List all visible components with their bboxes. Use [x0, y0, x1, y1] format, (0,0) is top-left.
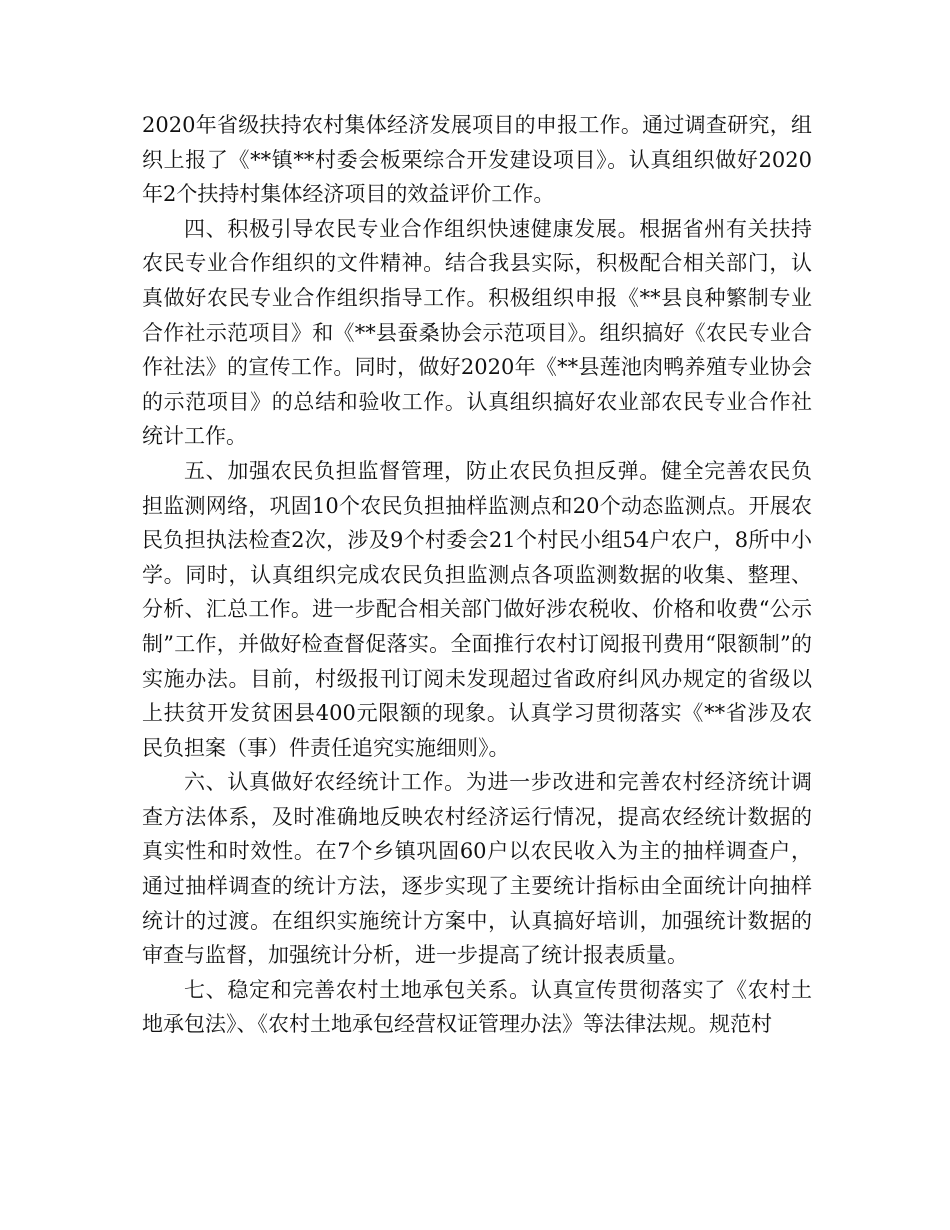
paragraph-section-6: 六、认真做好农经统计工作。为进一步改进和完善农村经济统计调查方法体系，及时准确地反映农村经济运行情况，提高农经统计数据的真实性和时效性。在7个乡镇巩固60户以农民收入为主的抽样调查户，通过抽样调查的统计方法，逐步实现了主要统计指标由全面统计向抽样统计的过渡。在组织实施统计方案中，认真搞好培训，加强统计数据的审查与监督，加强统计分析，进一步提高了统计报表质量。	[142, 770, 812, 968]
paragraph-section-4: 四、积极引导农民专业合作组织快速健康发展。根据省州有关扶持农民专业合作组织的文件精神。结合我县实际，积极配合相关部门，认真做好农民专业合作组织指导工作。积极组织申报《**县良种繁制专业合作社示范项目》和《**县蚕桑协会示范项目》。组织搞好《农民专业合作社法》的宣传工作。同时，做好2020年《**县莲池肉鸭养殖专业协会的示范项目》的总结和验收工作。认真组织搞好农业部农民专业合作社统计工作。	[142, 216, 812, 449]
paragraph-section-5: 五、加强农民负担监督管理，防止农民负担反弹。健全完善农民负担监测网络，巩固10个农民负担抽样监测点和20个动态监测点。开展农民负担执法检查2次，涉及9个村委会21个村民小组54户农户，8所中小学。同时，认真组织完成农民负担监测点各项监测数据的收集、整理、分析、汇总工作。进一步配合相关部门做好涉农税收、价格和收费“公示制”工作，并做好检查督促落实。全面推行农村订阅报刊费用“限额制”的实施办法。目前，村级报刊订阅未发现超过省政府纠风办规定的省级以上扶贫开发贫困县400元限额的现象。认真学习贯彻落实《**省涉及农民负担案（事）件责任追究实施细则》。	[142, 458, 812, 760]
paragraph-continuation: 2020年省级扶持农村集体经济发展项目的申报工作。通过调查研究，组织上报了《**镇**村委会板栗综合开发建设项目》。认真组织做好2020年2个扶持村集体经济项目的效益评价工作。	[142, 113, 812, 207]
paragraph-section-7: 七、稳定和完善农村土地承包关系。认真宣传贯彻落实了《农村土地承包法》、《农村土地承包经营权证管理办法》等法律法规。规范村	[142, 977, 812, 1037]
document-body	[142, 108, 812, 1042]
